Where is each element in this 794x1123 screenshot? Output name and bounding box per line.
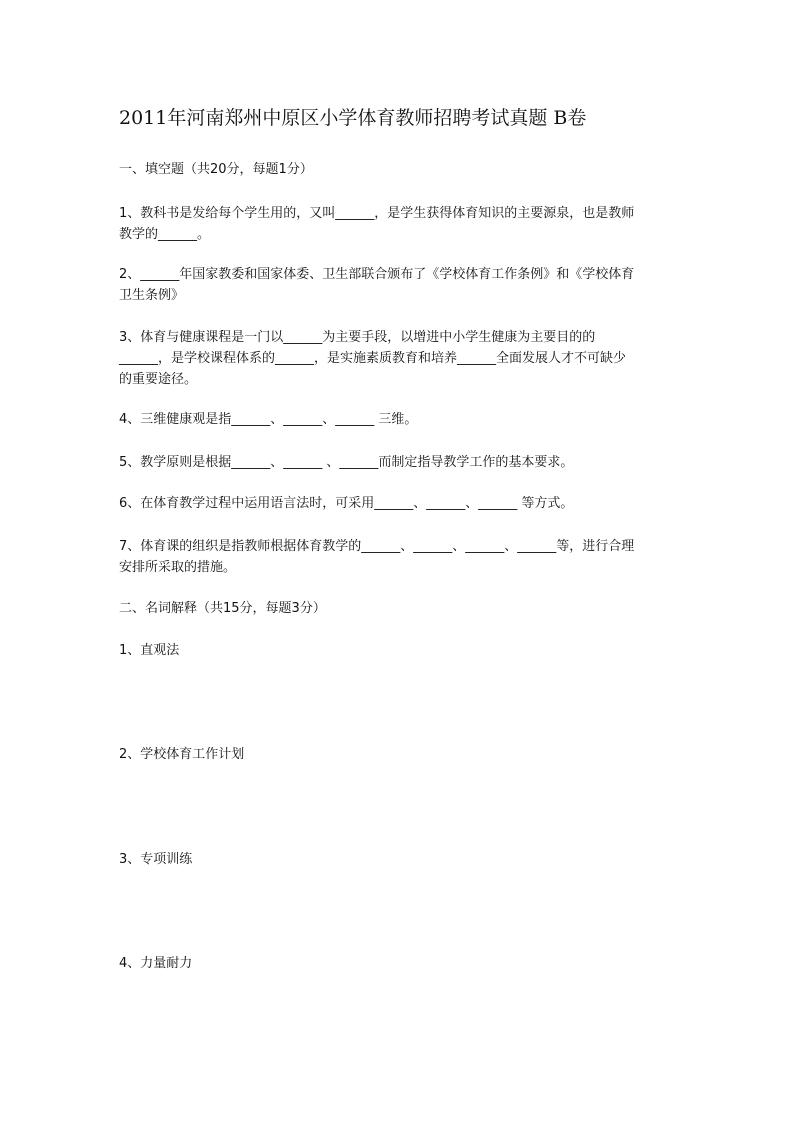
page-title: 2011年河南郑州中原区小学体育教师招聘考试真题 B卷 [119, 107, 587, 129]
question-5: 5、教学原则是根据______、______ 、______而制定指导教学工作的基本要求。 [119, 455, 574, 470]
section-heading-definitions: 二、名词解释（共15分，每题3分） [119, 601, 326, 616]
question-4: 4、三维健康观是指______、______、______ 三维。 [119, 412, 418, 427]
question-1-line-1: 1、教科书是发给每个学生用的，又叫______，是学生获得体育知识的主要源泉，也是教师 [119, 206, 635, 221]
question-6: 6、在体育教学过程中运用语言法时，可采用______、______、______ 等方式。 [119, 496, 574, 511]
question-7-line-2: 安排所采取的措施。 [119, 560, 237, 575]
question-7-line-1: 7、体育课的组织是指教师根据体育教学的______、______、______、______等，进行合理 [119, 539, 635, 554]
definition-item-3: 3、专项训练 [119, 852, 193, 867]
question-2-line-2: 卫生条例》 [119, 288, 185, 303]
question-3-line-1: 3、体育与健康课程是一门以______为主要手段，以增进中小学生健康为主要目的的 [119, 330, 596, 345]
question-1-line-2: 教学的______。 [119, 227, 211, 242]
question-2-line-1: 2、______年国家教委和国家体委、卫生部联合颁布了《学校体育工作条例》和《学校体育 [119, 267, 635, 282]
question-3-line-3: 的重要途径。 [119, 372, 198, 387]
section-heading-fill-blank: 一、填空题（共20分，每题1分） [119, 162, 313, 177]
definition-item-2: 2、学校体育工作计划 [119, 747, 245, 762]
definition-item-1: 1、直观法 [119, 643, 180, 658]
definition-item-4: 4、力量耐力 [119, 956, 193, 971]
question-3-line-2: ______，是学校课程体系的______，是实施素质教育和培养______全面发展人才不可缺少 [119, 351, 627, 366]
